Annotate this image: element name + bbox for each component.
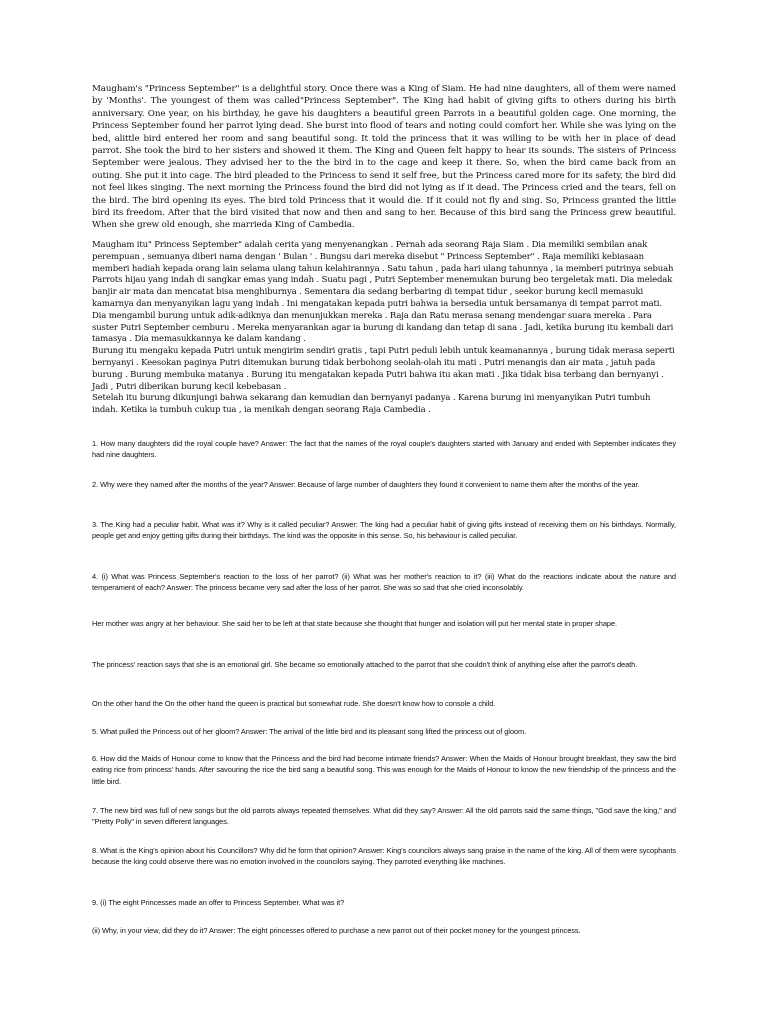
question-1: 1. How many daughters did the royal couple have? Answer: The fact that the names of the royal couple's daughters started with January and ended with September indicates they had nine daughters. — [92, 439, 676, 460]
indonesian-paragraph: Dia mengambil burung untuk adik-adiknya dan menunjukkan mereka . Raja dan Ratu merasa senang mendengar suara mereka . Para suster Putri September cemburu . Mereka menyarankan agar ia burung di kandang dan tetap di sana . Jadi, ketika burung itu kembali dari tamasya . Dia memasukkannya ke dalam kandang . — [92, 310, 674, 345]
question-9-part-1: 9. (i) The eight Princesses made an offer to Princess September. What was it? — [92, 898, 345, 907]
answer-4-princess: The princess' reaction says that she is an emotional girl. She became so emotionally attached to the parrot that she couldn't think of anything else after the parrot's death. — [92, 660, 638, 669]
question-4: 4. (i) What was Princess September's reaction to the loss of her parrot? (ii) What was her mother's reaction to it? (iii) What do the reactions indicate about the nature and temperament of each? Answer: The princess became very sad after the loss of her parrot. She was so sad that she cried inconsolably. — [92, 572, 676, 593]
question-2: 2. Why were they named after the months of the year? Answer: Because of large number of daughters they found it convenient to name them after the months of the year. — [92, 480, 640, 489]
english-summary-paragraph: Maugham's "Princess September" is a delightful story. Once there was a King of Siam. He had nine daughters, all of them were named by 'Months'. The youngest of them was called"Princess September". The King had habit of giving gifts to others during his birth anniversary. One year, on his birthday, he gave his daughters a beautiful green Parrots in a beautiful golden cage. One morning, the Princess September found her parrot lying dead. She burst into flood of tears and noting could comfort her. While she was lying on the bed, alittle bird entered her room and sang beautiful song. It told the princess that it was willing to be with her in place of dead parrot. She took the bird to her sisters and showed it them. The King and Queen felt happy to hear its sounds. The sisters of Princess September were jealous. They advised her to the the bird in to the cage and keep it there. So, when the bird came back from an outing. She put it into cage. The bird pleaded to the Princess to send it self free, but the Princess cared more for its safety, the bird did not feel likes singing. The next morning the Princess found the bird did not lying as if it dead. The Princess cried and the tears, fell on the bird. The bird opening its eyes. The bird told Princess that it would die. If it could not fly and sing. So, Princess granted the little bird its freedom. After that the bird visited that now and then and sang to her. Because of this bird sang the Princess grew beautiful. When she grew old enough, she marrieda King of Cambedia. — [92, 84, 676, 231]
indonesian-paragraph: Setelah itu burung dikunjungi bahwa sekarang dan kemudian dan bernyanyi padanya . Karena burung ini menyanyikan Putri tumbuh indah. Ketika ia tumbuh cukup tua , ia menikah dengan seorang Raja Cambedia . — [92, 393, 651, 416]
indonesian-summary — [92, 240, 676, 417]
question-9-part-2: (ii) Why, in your view, did they do it? Answer: The eight princesses offered to purchase a new parrot out of their pocket money for the youngest princess. — [92, 926, 581, 935]
question-3: 3. The King had a peculiar habit. What was it? Why is it called peculiar? Answer: The king had a peculiar habit of giving gifts instead of receiving them on his birthdays. Normally, people get and enjoy getting gifts during their birthdays. The kind was the opposite in this sense. So, his behaviour is called peculiar. — [92, 520, 676, 541]
answer-4-mother: Her mother was angry at her behaviour. She said her to be left at that state because she thought that hunger and isolation will put her mental state in proper shape. — [92, 619, 618, 628]
question-7: 7. The new bird was full of new songs but the old parrots always repeated themselves. What did they say? Answer: All the old parrots said the same things, "God save the king," and "Pretty Polly" in seven different languages. — [92, 806, 676, 827]
indonesian-paragraph: Maugham itu" Princess September" adalah cerita yang menyenangkan . Pernah ada seorang Raja Siam . Dia memiliki sembilan anak perempuan , semuanya diberi nama dengan ' Bulan ' . Bungsu dari mereka disebut " Princess September" . Raja memiliki kebiasaan memberi hadiah kepada orang lain selama ulang tahun kelahirannya . Satu tahun , pada hari ulang tahunnya , ia memberi putrinya sebuah Parrots hijau yang indah di sangkar emas yang indah . Suatu pagi , Putri September menemukan burung beo tergeletak mati. Dia meledak banjir air mata dan mencatat bisa menghiburnya . Sementara dia sedang berbaring di tempat tidur , seekor burung kecil memasuki kamarnya dan menyanyikan lagu yang indah . Ini mengatakan kepada putri bahwa ia bersedia untuk bersamanya di tempat parrot mati. — [92, 240, 674, 309]
answer-4-queen: On the other hand the On the other hand the queen is practical but somewhat rude. She doesn't know how to console a child. — [92, 699, 496, 708]
indonesian-paragraph: Burung itu mengaku kepada Putri untuk mengirim sendiri gratis , tapi Putri peduli lebih untuk keamanannya , burung tidak merasa seperti bernyanyi . Keesokan paginya Putri ditemukan burung tidak berbohong seolah-olah itu mati . Putri menangis dan air mata , jatuh pada burung . Burung membuka matanya . Burung itu mengatakan kepada Putri bahwa itu akan mati . Jika tidak bisa terbang dan bernyanyi . Jadi , Putri diberikan burung kecil kebebasan . — [92, 346, 675, 392]
question-8: 8. What is the King's opinion about his Councillors? Why did he form that opinion? Answer: King's councilors always sang praise in the name of the king. All of them were sycophants because the king could observe there was no emotion involved in the councilors saying. They parroted everything like machines. — [92, 846, 676, 867]
question-6: 6. How did the Maids of Honour come to know that the Princess and the bird had become intimate friends? Answer: When the Maids of Honour brought breakfast, they saw the bird eating rice from princess' hands. After savouring the rice the bird sang a beautiful song. This was enough for the Maids of Honour to know the new friendship of the princess and the little bird. — [92, 754, 676, 786]
question-5: 5. What pulled the Princess out of her gloom? Answer: The arrival of the little bird and its pleasant song lifted the princess out of gloom. — [92, 727, 527, 736]
